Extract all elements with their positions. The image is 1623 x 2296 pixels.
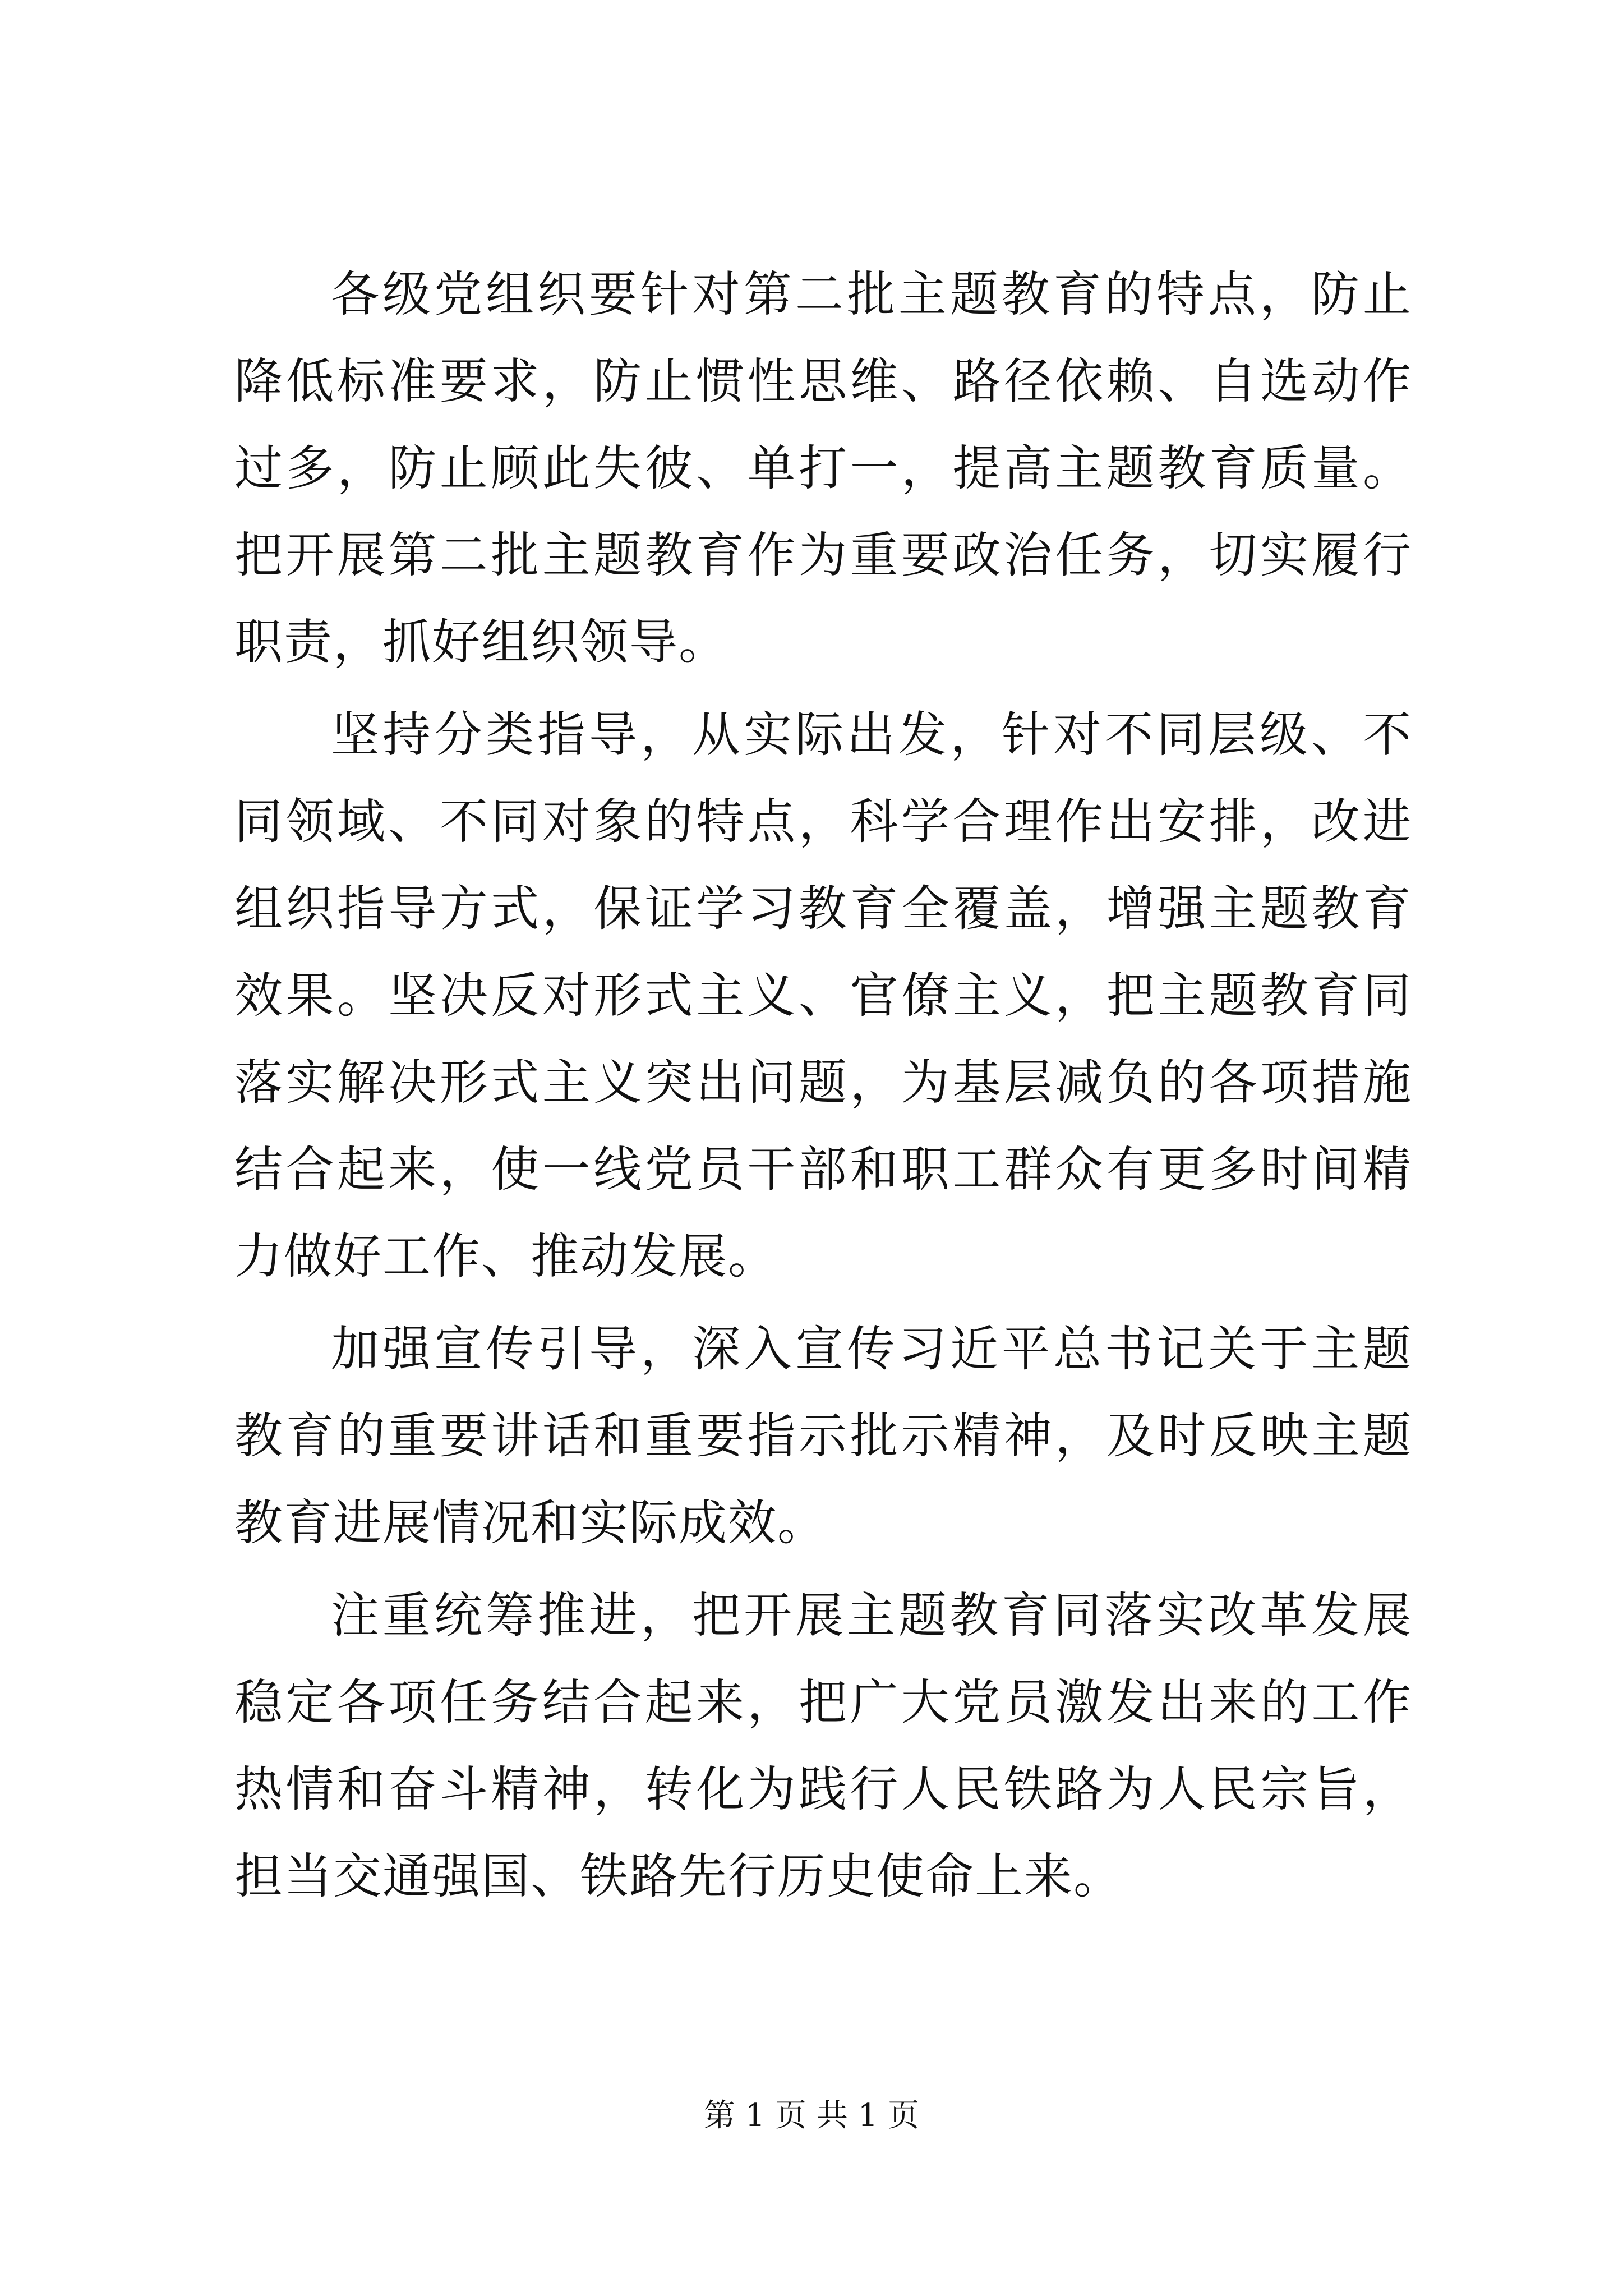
- page-number-footer: 第 1 页 共 1 页: [703, 2097, 920, 2134]
- document-body: [234, 251, 1412, 1926]
- paragraph-1: 各级党组织要针对第二批主题教育的特点，防止降低标准要求，防止惯性思维、路径依赖、自选动作过多，防止顾此失彼、单打一，提高主题教育质量。把开展第二批主题教育作为重要政治任务，切实履行职责，抓好组织领导。: [234, 266, 1412, 670]
- paragraph-3: 加强宣传引导，深入宣传习近平总书记关于主题教育的重要讲话和重要指示批示精神，及时反映主题教育进展情况和实际成效。: [234, 1321, 1412, 1551]
- paragraph-2: 坚持分类指导，从实际出发，针对不同层级、不同领域、不同对象的特点，科学合理作出安排，改进组织指导方式，保证学习教育全覆盖，增强主题教育效果。坚决反对形式主义、官僚主义，把主题教育同落实解决形式主义突出问题，为基层减负的各项措施结合起来，使一线党员干部和职工群众有更多时间精力做好工作、推动发展。: [234, 707, 1412, 1285]
- paragraph-4: 注重统筹推进，把开展主题教育同落实改革发展稳定各项任务结合起来，把广大党员激发出来的工作热情和奋斗精神，转化为践行人民铁路为人民宗旨，担当交通强国、铁路先行历史使命上来。: [234, 1588, 1412, 1904]
